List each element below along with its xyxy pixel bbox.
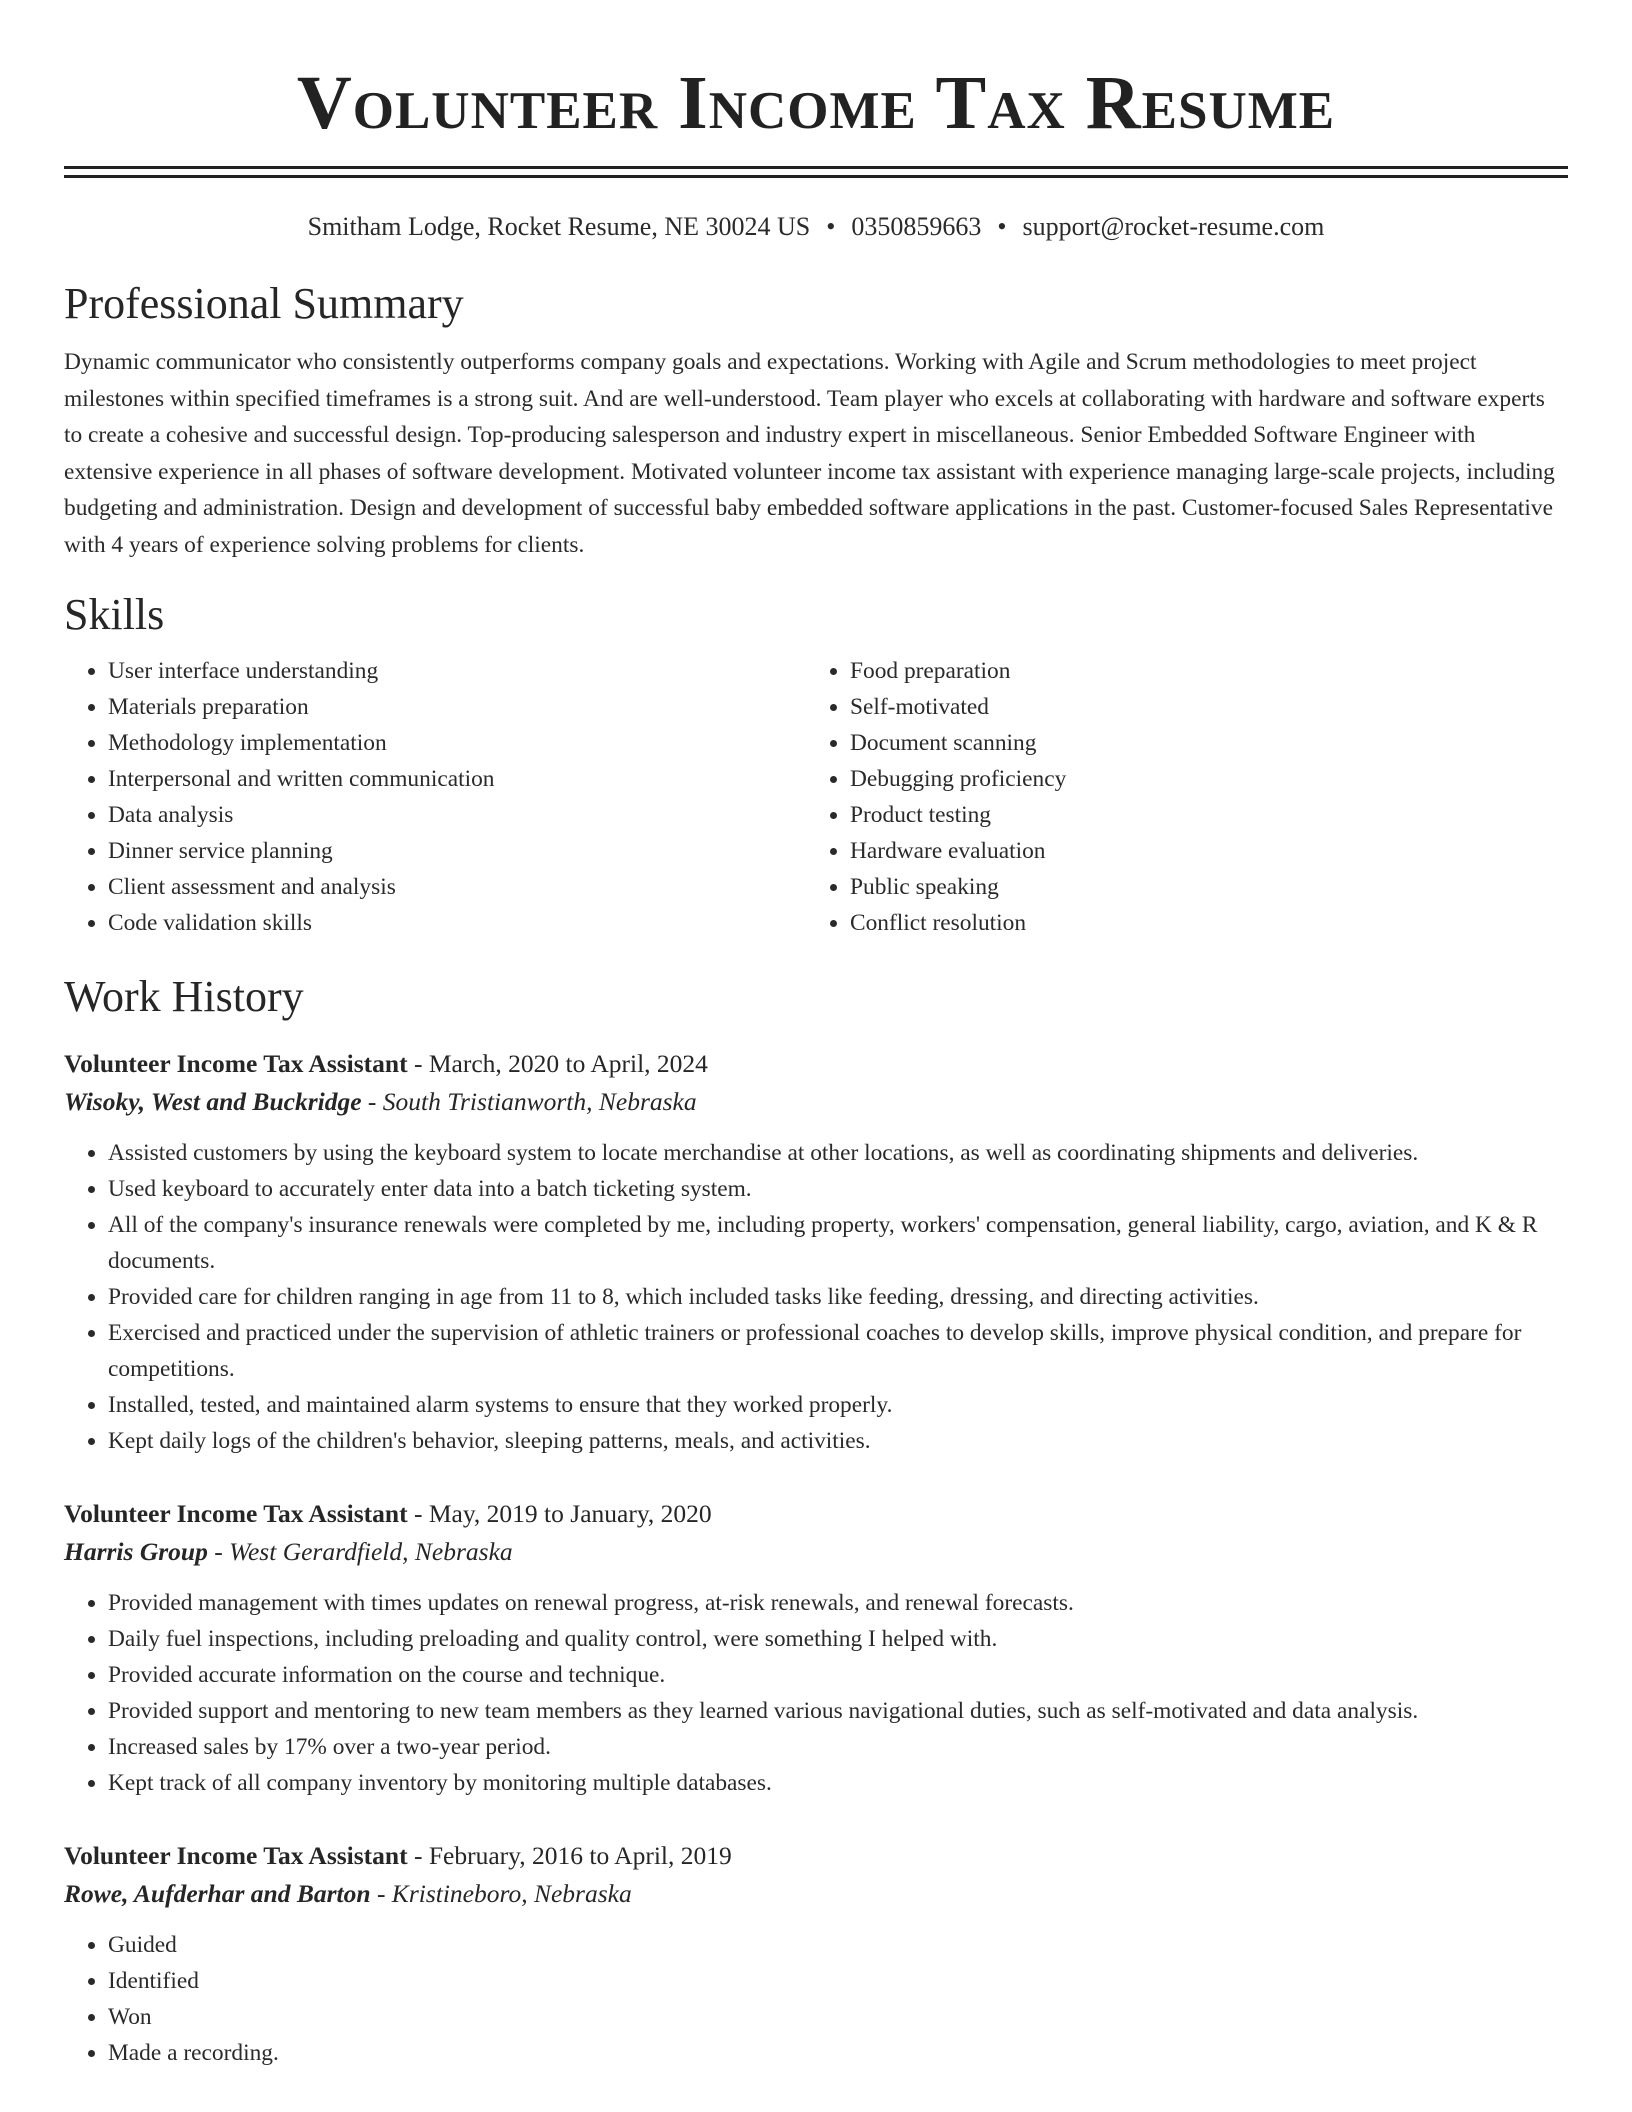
contact-separator: • [997, 212, 1007, 241]
employer-name: Wisoky, West and Buckridge [64, 1087, 362, 1116]
job-dates: - February, 2016 to April, 2019 [407, 1841, 732, 1870]
job-bullet: • All of the company's insurance renewals were completed by me, including property, workers' compensation, general liability, cargo, aviation, and K & R documents. [108, 1207, 1568, 1279]
job-title-line [64, 1495, 1568, 1533]
job-bullet: • Installed, tested, and maintained alarm systems to ensure that they worked properly. [108, 1387, 1568, 1423]
skills-list-right [806, 653, 1548, 941]
job-bullet: • Made a recording. [108, 2035, 1568, 2071]
skill-item: • Methodology implementation [108, 725, 806, 761]
employer-location: - Kristineboro, Nebraska [370, 1879, 632, 1908]
contact-separator: • [826, 212, 836, 241]
skill-item: • Client assessment and analysis [108, 869, 806, 905]
job-title-line [64, 1837, 1568, 1875]
skills-columns [64, 653, 1568, 941]
job-bullet: • Provided support and mentoring to new team members as they learned various navigational duties, such as self-motivated and data analysis. [108, 1693, 1568, 1729]
summary-text: Dynamic communicator who consistently outperforms company goals and expectations. Working with Agile and Scrum methodologies to meet project milestones within specified timeframes is a strong suit. And are well-understood. Team player who excels at collaborating with hardware and software experts to create a cohesive and successful design. Top-producing salesperson and industry expert in miscellaneous. Senior Embedded Software Engineer with extensive experience in all phases of software development. Motivated volunteer income tax assistant with experience managing large-scale projects, including budgeting and administration. Design and development of successful baby embedded software applications in the past. Customer-focused Sales Representative with 4 years of experience solving problems for clients. [64, 349, 1555, 558]
resume-title: Volunteer Income Tax Resume [296, 61, 1336, 145]
skill-item: • Code validation skills [108, 905, 806, 941]
employer-line [64, 1533, 1568, 1571]
contact-address: Smitham Lodge, Rocket Resume, NE 30024 US [307, 212, 811, 241]
skill-item: • Debugging proficiency [850, 761, 1548, 797]
job-bullets [64, 1927, 1568, 2071]
job-entry [64, 1045, 1568, 1459]
employer-line [64, 1875, 1568, 1913]
skill-item: • Product testing [850, 797, 1548, 833]
title-rule-bottom [64, 175, 1568, 178]
job-entry [64, 1837, 1568, 2071]
contact-email: support@rocket-resume.com [1022, 212, 1325, 241]
job-bullet: • Won [108, 1999, 1568, 2035]
skill-item: • Hardware evaluation [850, 833, 1548, 869]
job-bullet: • Assisted customers by using the keyboard system to locate merchandise at other locations, as well as coordinating shipments and deliveries. [108, 1135, 1568, 1171]
job-bullets [64, 1585, 1568, 1801]
skill-item: • Interpersonal and written communication [108, 761, 806, 797]
job-title: Volunteer Income Tax Assistant [64, 1841, 408, 1870]
skill-item: • Document scanning [850, 725, 1548, 761]
job-title: Volunteer Income Tax Assistant [64, 1499, 408, 1528]
skill-item: • Data analysis [108, 797, 806, 833]
job-bullet: • Daily fuel inspections, including preloading and quality control, were something I helped with. [108, 1621, 1568, 1657]
skill-item: • Dinner service planning [108, 833, 806, 869]
job-bullet: • Kept track of all company inventory by monitoring multiple databases. [108, 1765, 1568, 1801]
summary-heading: Professional Summary [64, 279, 464, 328]
job-bullet: • Exercised and practiced under the supervision of athletic trainers or professional coaches to develop skills, improve physical condition, and prepare for competitions. [108, 1315, 1568, 1387]
employer-name: Harris Group [64, 1537, 208, 1566]
work-history-heading: Work History [64, 972, 304, 1021]
job-bullet: • Provided accurate information on the course and technique. [108, 1657, 1568, 1693]
contact-phone: 0350859663 [851, 212, 982, 241]
title-rule-top [64, 166, 1568, 169]
skills-heading: Skills [64, 590, 165, 639]
employer-line [64, 1083, 1568, 1121]
job-bullet: • Kept daily logs of the children's behavior, sleeping patterns, meals, and activities. [108, 1423, 1568, 1459]
job-bullet: • Increased sales by 17% over a two-year period. [108, 1729, 1568, 1765]
employer-location: - West Gerardfield, Nebraska [207, 1537, 513, 1566]
job-bullet: • Guided [108, 1927, 1568, 1963]
job-bullet: • Identified [108, 1963, 1568, 1999]
skill-item: • Public speaking [850, 869, 1548, 905]
employer-location: - South Tristianworth, Nebraska [361, 1087, 697, 1116]
job-title: Volunteer Income Tax Assistant [64, 1049, 408, 1078]
job-bullet: • Provided care for children ranging in age from 11 to 8, which included tasks like feeding, dressing, and directing activities. [108, 1279, 1568, 1315]
skill-item: • Self-motivated [850, 689, 1548, 725]
job-entry [64, 1495, 1568, 1801]
skill-item: • Food preparation [850, 653, 1548, 689]
employer-name: Rowe, Aufderhar and Barton [64, 1879, 371, 1908]
skill-item: • Materials preparation [108, 689, 806, 725]
job-title-line [64, 1045, 1568, 1083]
skills-list-left [64, 653, 806, 941]
contact-line [64, 210, 1568, 244]
job-bullet: • Provided management with times updates on renewal progress, at-risk renewals, and renewal forecasts. [108, 1585, 1568, 1621]
job-bullet: • Used keyboard to accurately enter data into a batch ticketing system. [108, 1171, 1568, 1207]
job-bullets [64, 1135, 1568, 1459]
job-dates: - March, 2020 to April, 2024 [407, 1049, 708, 1078]
job-dates: - May, 2019 to January, 2020 [407, 1499, 712, 1528]
skill-item: • User interface understanding [108, 653, 806, 689]
skill-item: • Conflict resolution [850, 905, 1548, 941]
